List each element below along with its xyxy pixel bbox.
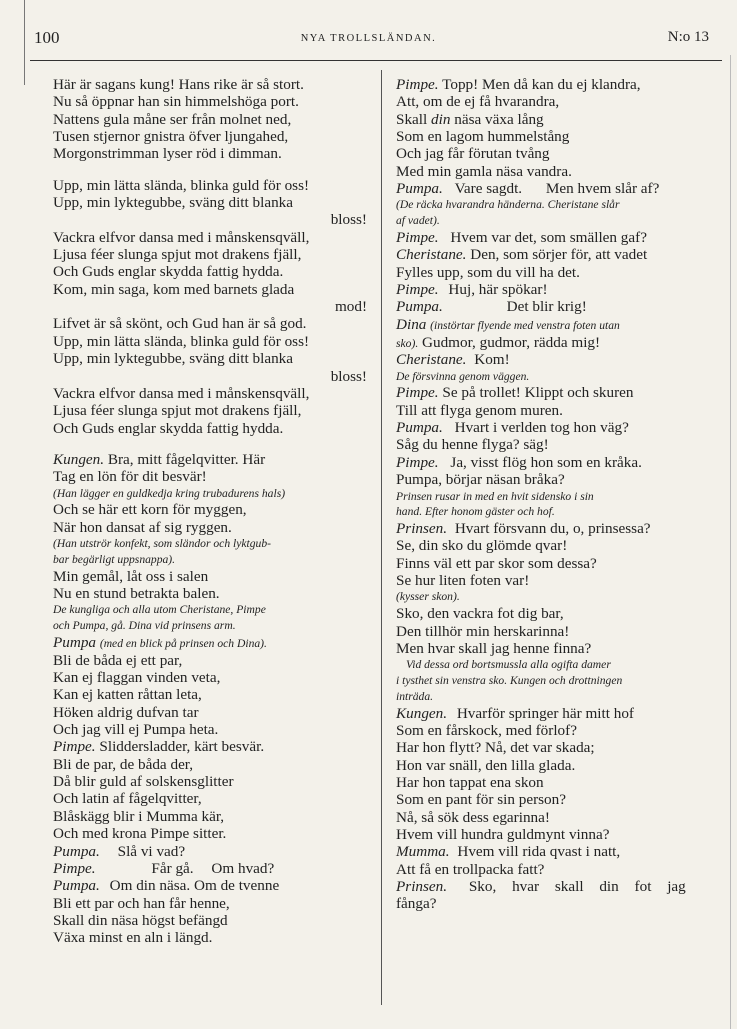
dialogue-line [396, 298, 712, 315]
speaker-name: Pimpe. [396, 384, 439, 402]
text-line [396, 111, 712, 128]
stage-direction: och Pumpa, gå. Dina vid prinsens arm. [53, 619, 236, 633]
stage-direction: (Han lägger en guldkedja kring trubadurens hals) [53, 486, 286, 500]
stage-direction: hand. Efter honom gäster och hof. [396, 505, 555, 519]
text-line: Men hvar skall jag henne finna? [396, 639, 592, 657]
speaker-name: Pumpa. [53, 842, 100, 860]
stage-direction: af vadet). [396, 214, 440, 228]
dialogue-line [396, 351, 712, 368]
text: Huj, här spökar! [448, 281, 548, 299]
speaker-name: Prinsen. [396, 878, 448, 896]
speaker-name: Mumma. [396, 843, 450, 861]
text: Hvart försvann du, o, prinsessa? [454, 520, 651, 538]
dialogue-line [53, 843, 369, 860]
text-line: Och Guds englar skydda fattig hydda. [53, 263, 284, 281]
text-line: Bli de par, de båda der, [53, 755, 194, 773]
text-line: Vackra elfvor dansa med i månskensqväll, [53, 384, 310, 402]
text-line: Upp, min lyktegubbe, sväng ditt blanka [53, 350, 294, 368]
dialogue-line [396, 419, 712, 436]
text: Hvem vill rida qvast i natt, [457, 843, 621, 861]
page-header [0, 0, 737, 62]
speaker-name: Pimpe. [396, 229, 439, 246]
text: Men hvem slår af? [545, 180, 660, 198]
text: Får gå. [151, 859, 194, 877]
speaker-name: Pimpe. [396, 281, 439, 299]
text: Den, som sörjer för, att vadet [470, 246, 648, 264]
stage-direction: De kungliga och alla utom Cheristane, Pimpe [53, 603, 266, 617]
speaker-name: Pumpa. [396, 419, 443, 437]
text: näsa växa lång [454, 110, 544, 128]
dialogue-line [396, 878, 712, 895]
text-line: Upp, min lyktegubbe, sväng ditt blanka [53, 194, 294, 212]
speaker-name: Prinsen. [396, 520, 448, 538]
speaker-name: Dina [396, 315, 427, 333]
text: Sko, hvar skall din fot jag [468, 878, 686, 896]
text-line: Kan ej flaggan vinden veta, [53, 669, 221, 687]
text-line: bloss! [330, 211, 367, 229]
text-line: Höken aldrig dufvan tar [53, 703, 199, 721]
stage-direction: (Han utströr konfekt, som sländor och lyktgub- [53, 537, 271, 551]
text-line: Och jag får förutan tvång [396, 145, 550, 163]
text-line: Vackra elfvor dansa med i månskensqväll, [53, 228, 310, 246]
text-line: Har hon tappat ena skon [396, 774, 544, 792]
stage-direction: De försvinna genom väggen. [396, 369, 530, 383]
text: Bra, mitt fågelqvitter. Här [107, 450, 266, 468]
dialogue-line [53, 634, 369, 652]
dialogue-line [396, 384, 712, 401]
text-line: Hvem vill hundra guldmynt vinna? [396, 826, 610, 844]
text-line: Växa minst en aln i längd. [53, 929, 213, 947]
stage-direction: (kysser skon). [396, 590, 460, 604]
text-line: Som en pant för sin person? [396, 791, 566, 809]
text-line: Nattens gula måne ser från molnet ned, [53, 110, 292, 128]
text-line: bloss! [330, 367, 367, 385]
text-line: Och Guds englar skydda fattig hydda. [53, 419, 284, 437]
text-line: Att, om de ej få hvarandra, [396, 93, 560, 111]
dialogue-line [396, 520, 712, 537]
text-line: Som en lagom hummelstång [396, 128, 570, 146]
stage-direction: (De räcka hvarandra händerna. Cheristane slår [396, 198, 620, 212]
text: Se på trollet! Klippt och skuren [442, 384, 634, 402]
dialogue-line [396, 316, 712, 334]
stage-direction: Vid dessa ord bortsmussla alla ogifta damer [406, 658, 611, 672]
dialogue-line [53, 877, 369, 894]
text-line: Här är sagans kung! Hans rike är så stort. [53, 76, 304, 93]
text-line: Kan ej katten råttan leta, [53, 686, 202, 704]
text-line: Att få en trollpacka fatt? [396, 860, 545, 878]
text-line: Nå, så sök dess egarinna! [396, 808, 550, 826]
text-line: När hon dansat af sig ryggen. [53, 518, 232, 536]
left-column [53, 76, 369, 947]
right-column [396, 76, 712, 913]
text-line: Då blir guld af solskensglitter [53, 773, 234, 791]
text-line: Såg du henne flyga? säg! [396, 436, 549, 454]
text: Slå vi vad? [117, 842, 186, 860]
dialogue-line [396, 76, 712, 93]
text-line: Finns väl ett par skor som dessa? [396, 554, 597, 572]
text-line: Kom, min saga, kom med barnets glada [53, 280, 295, 298]
speaker-name: Kungen. [53, 450, 105, 468]
text-line: Se, din sko du glömde qvar! [396, 537, 568, 555]
dialogue-line [53, 451, 369, 468]
stage-direction: (med en blick på prinsen och Dina). [99, 636, 267, 650]
text-line: Som en fårskock, med förlof? [396, 722, 577, 740]
speaker-name: Kungen. [396, 704, 448, 722]
speaker-name: Pumpa [53, 633, 97, 651]
text-line: Bli de båda ej ett par, [53, 651, 183, 669]
text-line: Upp, min lätta slända, blinka guld för oss! [53, 332, 310, 350]
text: Sliddersladder, kärt besvär. [99, 738, 265, 756]
text-line: Och se här ett korn för myggen, [53, 501, 247, 519]
dialogue-line [396, 281, 712, 298]
text-line: Nu så öppnar han sin himmelshöga port. [53, 93, 299, 111]
text-line: Hon var snäll, den lilla glada. [396, 756, 576, 774]
text-line: Ljusa féer slunga spjut mot drakens fjäll, [53, 402, 302, 420]
text-line: Bli ett par och han får henne, [53, 894, 230, 912]
page-number: 100 [34, 28, 60, 47]
stage-direction: i tysthet sin venstra sko. Kungen och drottningen [396, 674, 623, 688]
dialogue-line [396, 180, 712, 197]
text-line: Lifvet är så skönt, och Gud han är så god. [53, 315, 307, 333]
text: Hvem var det, som smällen gaf? [450, 229, 647, 246]
text-line: Nu en stund betrakta balen. [53, 584, 220, 602]
text-line: Upp, min lätta slända, blinka guld för oss! [53, 176, 310, 194]
text: Om din näsa. Om de tvenne [109, 877, 280, 895]
stage-direction: (instörtar flyende med venstra foten utan [430, 318, 620, 332]
column-divider [381, 70, 382, 1005]
header-rule [30, 60, 722, 61]
speaker-name: Pumpa. [396, 298, 443, 316]
dialogue-line [396, 705, 712, 722]
speaker-name: Pumpa. [396, 180, 443, 198]
stage-direction: sko). [396, 336, 419, 350]
page-edge-right [730, 55, 731, 1029]
text: Topp! Men då kan du ej klandra, [442, 76, 641, 93]
speaker-name: Pimpe. [396, 453, 439, 471]
dialogue-line [396, 246, 712, 263]
text-line: Och jag vill ej Pumpa heta. [53, 721, 219, 739]
issue-number: N:o 13 [667, 29, 709, 45]
text-line: Fylles upp, som du vill ha det. [396, 263, 580, 281]
dialogue-line [396, 229, 712, 246]
text-line: Med min gamla näsa vandra. [396, 162, 572, 180]
text: Om hvad? [211, 859, 275, 877]
text: Hvart i verlden tog hon väg? [454, 419, 629, 437]
speaker-name: Pimpe. [53, 859, 96, 877]
text-line: Min gemål, låt oss i salen [53, 567, 209, 585]
text-line: Pumpa, börjar näsan bråka? [396, 471, 565, 489]
text-line: Skall din näsa högst befängd [53, 911, 228, 929]
text-line: Morgonstrimman lyser röd i dimman. [53, 145, 282, 163]
text: Kom! [474, 351, 510, 369]
stage-direction: inträda. [396, 689, 434, 703]
text-line: Har hon flytt? Nå, det var skada; [396, 739, 595, 757]
text-line: Till att flyga genom muren. [396, 401, 563, 419]
text: Vare sagdt. [454, 180, 523, 198]
emphasis: din [431, 110, 451, 128]
speaker-name: Cheristane. [396, 246, 467, 264]
dialogue-line [396, 334, 712, 352]
dialogue-line [396, 454, 712, 471]
text-line: Och latin af fågelqvitter, [53, 790, 202, 808]
text: Gudmor, gudmor, rädda mig! [422, 333, 601, 351]
dialogue-line [53, 860, 369, 877]
speaker-name: Pimpe. [396, 76, 439, 93]
text-line: Den tillhör min herskarinna! [396, 622, 570, 640]
speaker-name: Pimpe. [53, 738, 96, 756]
text-line: mod! [334, 298, 367, 316]
text-line: Tag en lön för dit besvär! [53, 468, 207, 486]
stage-direction: Prinsen rusar in med en hvit sidensko i sin [396, 489, 594, 503]
dialogue-line [53, 738, 369, 755]
stage-direction: bar begärligt uppsnappa). [53, 552, 176, 566]
speaker-name: Cheristane. [396, 351, 467, 369]
text-line: Se hur liten foten var! [396, 572, 530, 590]
text-line: fånga? [396, 895, 437, 913]
text: Det blir krig! [506, 298, 587, 316]
text-line: Blåskägg blir i Mumma kär, [53, 807, 225, 825]
text-line: Tusen stjernor gnistra öfver ljungahed, [53, 128, 289, 146]
text-line: Och med krona Pimpe sitter. [53, 825, 227, 843]
text: Skall [396, 110, 428, 128]
text-line: Sko, den vackra fot dig bar, [396, 605, 564, 623]
text: Hvarför springer här mitt hof [456, 704, 634, 722]
speaker-name: Pumpa. [53, 877, 100, 895]
running-title: NYA TROLLSLÄNDAN. [300, 33, 437, 44]
text: Ja, visst flög hon som en kråka. [450, 453, 642, 471]
dialogue-line [396, 843, 712, 860]
text-line: Ljusa féer slunga spjut mot drakens fjäll, [53, 246, 302, 264]
